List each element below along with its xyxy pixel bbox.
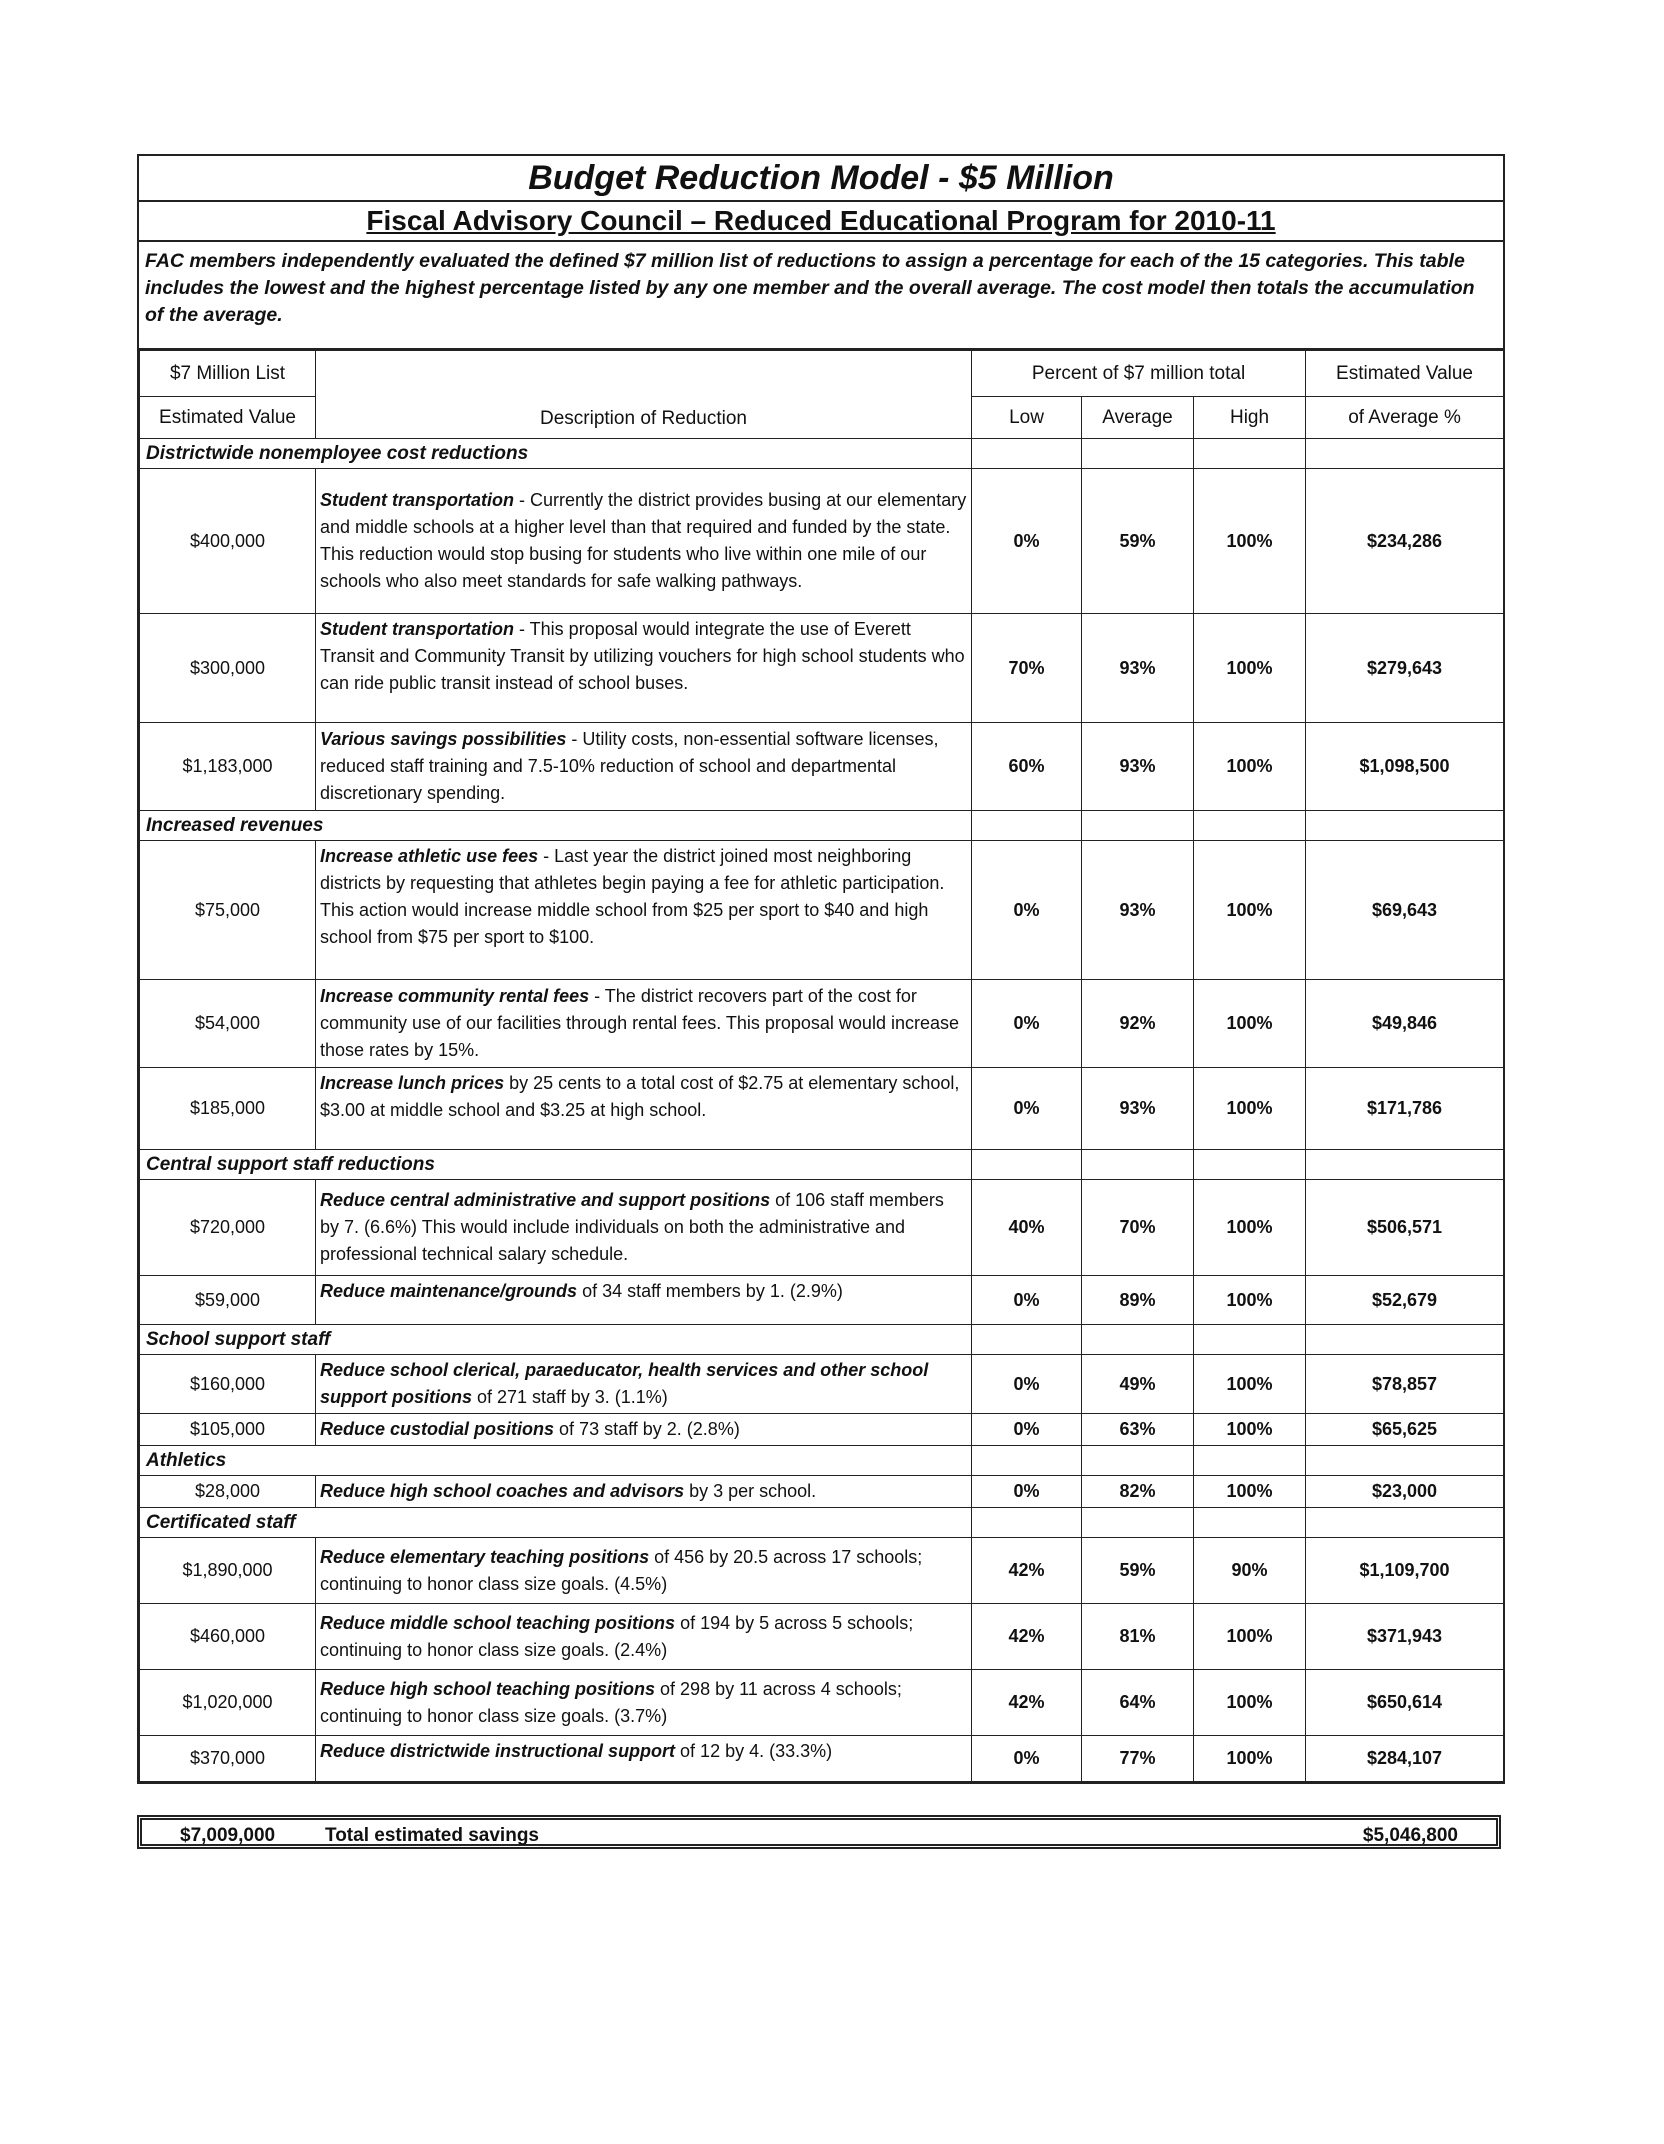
row-average: 89% (1082, 1276, 1194, 1325)
row-description: Increase lunch prices by 25 cents to a total cost of $2.75 at elementary school, $3.00 at middle school and $3.25 at high school. (316, 1068, 972, 1150)
header-low: Low (972, 397, 1082, 439)
header-high: High (1194, 397, 1306, 439)
table-row (140, 1670, 1504, 1736)
page-title: Budget Reduction Model - $5 Million (139, 156, 1503, 202)
row-low: 0% (972, 841, 1082, 980)
row-high: 100% (1194, 1670, 1306, 1736)
page-subtitle: Fiscal Advisory Council – Reduced Educational Program for 2010-11 (139, 202, 1503, 242)
row-average: 64% (1082, 1670, 1194, 1736)
row-high: 90% (1194, 1538, 1306, 1604)
row-amount: $1,020,000 (140, 1670, 316, 1736)
row-value: $284,107 (1306, 1736, 1504, 1782)
row-average: 82% (1082, 1476, 1194, 1508)
row-average: 77% (1082, 1736, 1194, 1782)
row-amount: $370,000 (140, 1736, 316, 1782)
row-low: 40% (972, 1180, 1082, 1276)
category-label: Districtwide nonemployee cost reductions (140, 439, 972, 469)
row-value: $1,109,700 (1306, 1538, 1504, 1604)
row-amount: $185,000 (140, 1068, 316, 1150)
row-average: 63% (1082, 1414, 1194, 1446)
row-low: 0% (972, 1276, 1082, 1325)
row-high: 100% (1194, 614, 1306, 723)
row-high: 100% (1194, 1068, 1306, 1150)
row-high: 100% (1194, 1180, 1306, 1276)
header-value-line2: of Average % (1306, 397, 1504, 439)
row-description: Various savings possibilities - Utility costs, non-essential software licenses, reduced staff training and 7.5-10% reduction of school and departmental discretionary spending. (316, 723, 972, 811)
row-value: $23,000 (1306, 1476, 1504, 1508)
row-description: Reduce high school coaches and advisors by 3 per school. (316, 1476, 972, 1508)
row-amount: $59,000 (140, 1276, 316, 1325)
row-value: $371,943 (1306, 1604, 1504, 1670)
row-description: Reduce districtwide instructional support of 12 by 4. (33.3%) (316, 1736, 972, 1782)
row-average: 59% (1082, 1538, 1194, 1604)
row-value: $49,846 (1306, 980, 1504, 1068)
intro-paragraph: FAC members independently evaluated the defined $7 million list of reductions to assign a percentage for each of the 15 categories. This table includes the lowest and the highest percentage listed by any one member and the overall average. The cost model then totals the accumulation of the average. (139, 242, 1503, 350)
row-average: 49% (1082, 1355, 1194, 1414)
category-label: Increased revenues (140, 811, 972, 841)
row-amount: $160,000 (140, 1355, 316, 1414)
row-high: 100% (1194, 1414, 1306, 1446)
row-average: 93% (1082, 1068, 1194, 1150)
row-amount: $1,183,000 (140, 723, 316, 811)
row-amount: $28,000 (140, 1476, 316, 1508)
row-value: $78,857 (1306, 1355, 1504, 1414)
header-list-line1: $7 Million List (140, 351, 316, 397)
row-value: $69,643 (1306, 841, 1504, 980)
category-label: Central support staff reductions (140, 1150, 972, 1180)
row-value: $171,786 (1306, 1068, 1504, 1150)
row-high: 100% (1194, 1355, 1306, 1414)
table-row (140, 1180, 1504, 1276)
row-value: $279,643 (1306, 614, 1504, 723)
row-amount: $54,000 (140, 980, 316, 1068)
row-description: Reduce central administrative and support positions of 106 staff members by 7. (6.6%) This would include individuals on both the administrative and professional technical salary schedule. (316, 1180, 972, 1276)
header-percent-group: Percent of $7 million total (972, 351, 1306, 397)
table-row (140, 1068, 1504, 1150)
row-description: Increase athletic use fees - Last year the district joined most neighboring districts by requesting that athletes begin paying a fee for athletic participation. This action would increase middle school from $25 per sport to $40 and high school from $75 per sport to $100. (316, 841, 972, 980)
table-row (140, 1355, 1504, 1414)
row-description: Reduce custodial positions of 73 staff by 2. (2.8%) (316, 1414, 972, 1446)
row-high: 100% (1194, 723, 1306, 811)
row-low: 0% (972, 1476, 1082, 1508)
row-low: 60% (972, 723, 1082, 811)
row-description: Student transportation - Currently the district provides busing at our elementary and middle schools at a higher level than that required and funded by the state. This reduction would stop busing for students who live within one mile of our schools who also meet standards for safe walking pathways. (316, 469, 972, 614)
row-amount: $75,000 (140, 841, 316, 980)
row-amount: $300,000 (140, 614, 316, 723)
row-high: 100% (1194, 1604, 1306, 1670)
row-average: 81% (1082, 1604, 1194, 1670)
row-low: 0% (972, 980, 1082, 1068)
row-amount: $1,890,000 (140, 1538, 316, 1604)
row-description: Reduce elementary teaching positions of 456 by 20.5 across 17 schools; continuing to honor class size goals. (4.5%) (316, 1538, 972, 1604)
header-list-line2: Estimated Value (140, 397, 316, 439)
row-amount: $400,000 (140, 469, 316, 614)
row-description: Reduce middle school teaching positions of 194 by 5 across 5 schools; continuing to honor class size goals. (2.4%) (316, 1604, 972, 1670)
total-label: Total estimated savings (325, 1825, 539, 1846)
row-value: $1,098,500 (1306, 723, 1504, 811)
row-description: Increase community rental fees - The district recovers part of the cost for community use of our facilities through rental fees. This proposal would increase those rates by 15%. (316, 980, 972, 1068)
header-value-line1: Estimated Value (1306, 351, 1504, 397)
row-amount: $105,000 (140, 1414, 316, 1446)
row-average: 93% (1082, 723, 1194, 811)
row-low: 0% (972, 1414, 1082, 1446)
table-row (140, 980, 1504, 1068)
row-value: $52,679 (1306, 1276, 1504, 1325)
row-high: 100% (1194, 1276, 1306, 1325)
row-description: Student transportation - This proposal would integrate the use of Everett Transit and Community Transit by utilizing vouchers for high school students who can ride public transit instead of school buses. (316, 614, 972, 723)
row-high: 100% (1194, 1736, 1306, 1782)
row-low: 42% (972, 1538, 1082, 1604)
row-value: $650,614 (1306, 1670, 1504, 1736)
reduction-table (139, 350, 1504, 1782)
row-high: 100% (1194, 980, 1306, 1068)
header-average: Average (1082, 397, 1194, 439)
table-row (140, 1414, 1504, 1446)
row-average: 59% (1082, 469, 1194, 614)
table-row (140, 469, 1504, 614)
row-low: 0% (972, 1736, 1082, 1782)
category-label: School support staff (140, 1325, 972, 1355)
category-label: Athletics (140, 1446, 972, 1476)
row-low: 70% (972, 614, 1082, 723)
table-row (140, 1538, 1504, 1604)
table-row (140, 723, 1504, 811)
table-row (140, 841, 1504, 980)
row-average: 92% (1082, 980, 1194, 1068)
table-row (140, 1736, 1504, 1782)
row-low: 42% (972, 1670, 1082, 1736)
row-value: $506,571 (1306, 1180, 1504, 1276)
table-row (140, 1604, 1504, 1670)
header-description: Description of Reduction (316, 351, 972, 439)
row-low: 0% (972, 469, 1082, 614)
row-amount: $460,000 (140, 1604, 316, 1670)
row-average: 70% (1082, 1180, 1194, 1276)
row-high: 100% (1194, 841, 1306, 980)
category-label: Certificated staff (140, 1508, 972, 1538)
table-row (140, 1276, 1504, 1325)
row-average: 93% (1082, 841, 1194, 980)
row-description: Reduce school clerical, paraeducator, health services and other school support positions of 271 staff by 3. (1.1%) (316, 1355, 972, 1414)
row-amount: $720,000 (140, 1180, 316, 1276)
row-low: 0% (972, 1068, 1082, 1150)
total-row (137, 1815, 1501, 1849)
total-value: $5,046,800 (1362, 1825, 1458, 1846)
row-value: $234,286 (1306, 469, 1504, 614)
table-row (140, 1476, 1504, 1508)
row-average: 93% (1082, 614, 1194, 723)
row-high: 100% (1194, 469, 1306, 614)
row-description: Reduce maintenance/grounds of 34 staff members by 1. (2.9%) (316, 1276, 972, 1325)
row-low: 0% (972, 1355, 1082, 1414)
table-row (140, 614, 1504, 723)
row-high: 100% (1194, 1476, 1306, 1508)
total-amount: $7,009,000 (180, 1825, 276, 1846)
budget-table-frame (137, 154, 1505, 1784)
row-value: $65,625 (1306, 1414, 1504, 1446)
row-low: 42% (972, 1604, 1082, 1670)
row-description: Reduce high school teaching positions of 298 by 11 across 4 schools; continuing to honor class size goals. (3.7%) (316, 1670, 972, 1736)
